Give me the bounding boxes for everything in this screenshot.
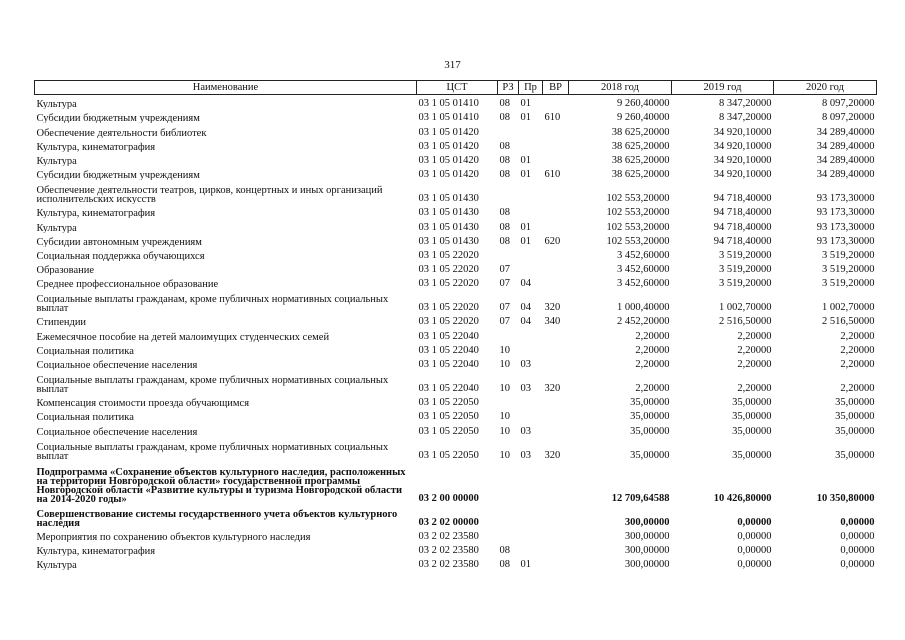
cell-name: Культура, кинематография xyxy=(36,141,156,152)
cell-name: Социальная политика xyxy=(36,412,134,423)
cell-2019: 94 718,40000 xyxy=(713,207,772,219)
cell-2020: 0,00000 xyxy=(840,516,875,528)
cell-2019: 35,00000 xyxy=(732,425,772,437)
cell-cst: 03 1 05 01430 xyxy=(418,221,479,233)
cell-name: Субсидии бюджетным учреждениям xyxy=(36,170,200,181)
cell-cst: 03 1 05 22040 xyxy=(418,383,479,394)
cell-2019: 1 002,70000 xyxy=(719,302,772,314)
cell-2020: 93 173,30000 xyxy=(816,235,875,247)
cell-pr: 01 xyxy=(520,98,531,110)
cell-pr xyxy=(519,247,543,261)
cell-pr: 03 xyxy=(520,383,531,394)
cell-2020: 35,00000 xyxy=(835,449,875,461)
cell-vr xyxy=(543,542,569,556)
table-row xyxy=(35,204,877,218)
cell-2018: 2,20000 xyxy=(635,383,670,394)
cell-name: Культура, кинематография xyxy=(36,208,156,219)
cell-vr xyxy=(543,218,569,232)
header-name: Наименование xyxy=(35,81,417,95)
cell-pr: 04 xyxy=(520,278,531,290)
cell-vr xyxy=(543,95,569,110)
cell-rz xyxy=(498,180,519,204)
cell-2019: 2,20000 xyxy=(737,383,772,394)
cell-2019: 0,00000 xyxy=(737,559,772,571)
cell-2019: 2,20000 xyxy=(737,359,772,370)
cell-vr: 320 xyxy=(544,449,561,461)
cell-name: Подпрограмма «Сохранение объектов культурного наследия, расположенных на территории Новгородской области» государственной программы Новгородской области «Развитие культуры и туризма Новгородской области на 2014-2020 годы» xyxy=(36,466,406,504)
cell-cst: 03 1 05 22040 xyxy=(418,330,479,342)
cell-2018: 35,00000 xyxy=(630,449,670,461)
cell-vr: 340 xyxy=(544,316,561,328)
cell-2019: 2 516,50000 xyxy=(719,316,772,328)
cell-pr xyxy=(519,542,543,556)
cell-pr: 01 xyxy=(520,559,531,571)
cell-pr xyxy=(519,204,543,218)
cell-2019: 2,20000 xyxy=(737,344,772,356)
cell-vr xyxy=(543,275,569,289)
cell-pr xyxy=(519,394,543,408)
cell-2020: 2,20000 xyxy=(840,383,875,394)
cell-name: Социальное обеспечение населения xyxy=(36,360,198,370)
table-row xyxy=(35,95,877,110)
cell-2019: 35,00000 xyxy=(732,397,772,409)
cell-rz: 08 xyxy=(499,544,510,556)
table-row xyxy=(35,261,877,275)
cell-name: Ежемесячное пособие на детей малоимущих студенческих семей xyxy=(36,331,330,342)
header-rz: РЗ xyxy=(498,81,519,95)
cell-2020: 93 173,30000 xyxy=(816,221,875,233)
table-row-section xyxy=(35,504,877,528)
cell-2020: 3 519,20000 xyxy=(822,278,875,290)
cell-2020: 0,00000 xyxy=(840,559,875,571)
cell-2018: 2,20000 xyxy=(635,344,670,356)
cell-pr: 01 xyxy=(520,169,531,181)
table-row xyxy=(35,528,877,542)
cell-2020: 34 289,40000 xyxy=(816,126,875,138)
cell-rz: 10 xyxy=(499,344,510,356)
cell-name: Совершенствование системы государственного учета объектов культурного наследия xyxy=(36,508,398,528)
cell-2018: 9 260,40000 xyxy=(617,98,670,110)
cell-2018: 38 625,20000 xyxy=(611,126,670,138)
cell-name: Социальные выплаты гражданам, кроме публичных нормативных социальных выплат xyxy=(36,294,389,314)
cell-2020: 8 097,20000 xyxy=(822,112,875,124)
cell-pr: 04 xyxy=(520,302,531,314)
cell-2018: 102 553,20000 xyxy=(606,207,670,219)
cell-cst: 03 2 02 23580 xyxy=(418,530,479,542)
cell-vr xyxy=(543,152,569,166)
cell-name: Социальная политика xyxy=(36,345,134,356)
cell-cst: 03 1 05 22050 xyxy=(418,449,479,461)
cell-name: Компенсация стоимости проезда обучающимся xyxy=(36,398,250,409)
cell-rz: 08 xyxy=(499,221,510,233)
cell-2018: 300,00000 xyxy=(624,530,670,542)
cell-2018: 102 553,20000 xyxy=(606,235,670,247)
cell-2018: 12 709,64588 xyxy=(611,492,670,504)
cell-cst: 03 1 05 01410 xyxy=(418,112,479,124)
cell-cst: 03 1 05 22040 xyxy=(418,344,479,356)
cell-name: Мероприятия по сохранению объектов культурного наследия xyxy=(36,531,311,542)
cell-2020: 3 519,20000 xyxy=(822,249,875,261)
cell-2019: 94 718,40000 xyxy=(713,193,772,205)
header-vr: ВР xyxy=(543,81,569,95)
cell-name: Социальные выплаты гражданам, кроме публичных нормативных социальных выплат xyxy=(36,441,389,461)
cell-cst: 03 1 05 01420 xyxy=(418,140,479,152)
cell-2020: 0,00000 xyxy=(840,544,875,556)
cell-pr xyxy=(519,504,543,528)
cell-vr xyxy=(543,394,569,408)
cell-cst: 03 1 05 22050 xyxy=(418,411,479,423)
cell-2019: 34 920,10000 xyxy=(713,140,772,152)
cell-name: Социальное обеспечение населения xyxy=(36,426,198,437)
cell-2018: 2,20000 xyxy=(635,359,670,370)
cell-rz: 10 xyxy=(499,411,510,423)
cell-2020: 8 097,20000 xyxy=(822,98,875,110)
cell-cst: 03 1 05 01420 xyxy=(418,169,479,181)
cell-2019: 35,00000 xyxy=(732,449,772,461)
cell-pr xyxy=(519,138,543,152)
cell-2020: 2,20000 xyxy=(840,344,875,356)
cell-vr xyxy=(543,123,569,137)
cell-2019: 3 519,20000 xyxy=(719,264,772,276)
cell-pr: 01 xyxy=(520,154,531,166)
cell-name: Культура xyxy=(36,99,77,110)
cell-2018: 300,00000 xyxy=(624,544,670,556)
table-row xyxy=(35,275,877,289)
cell-rz: 08 xyxy=(499,98,510,110)
cell-vr xyxy=(543,528,569,542)
cell-rz xyxy=(498,394,519,408)
cell-2019: 94 718,40000 xyxy=(713,221,772,233)
cell-name: Социальная поддержка обучающихся xyxy=(36,250,205,261)
table-row-subprogram xyxy=(35,461,877,504)
cell-pr: 03 xyxy=(520,425,531,437)
table-row xyxy=(35,408,877,422)
cell-rz: 10 xyxy=(499,449,510,461)
cell-rz: 07 xyxy=(499,278,510,290)
table-row xyxy=(35,180,877,204)
cell-vr xyxy=(543,356,569,370)
cell-name: Культура xyxy=(36,155,77,166)
cell-vr: 320 xyxy=(544,302,561,314)
cell-cst: 03 2 02 23580 xyxy=(418,544,479,556)
cell-vr xyxy=(543,138,569,152)
page-number: 317 xyxy=(444,59,461,71)
cell-rz: 08 xyxy=(499,559,510,571)
cell-2019: 8 347,20000 xyxy=(719,112,772,124)
table-row xyxy=(35,542,877,556)
cell-vr xyxy=(543,408,569,422)
cell-rz: 07 xyxy=(499,264,510,276)
cell-2020: 2 516,50000 xyxy=(822,316,875,328)
cell-rz: 08 xyxy=(499,169,510,181)
table-row xyxy=(35,313,877,327)
cell-cst: 03 1 05 01410 xyxy=(418,98,479,110)
table-row xyxy=(35,342,877,356)
table-row xyxy=(35,394,877,408)
cell-2020: 10 350,80000 xyxy=(816,492,875,504)
table-row xyxy=(35,247,877,261)
cell-name: Социальные выплаты гражданам, кроме публичных нормативных социальных выплат xyxy=(36,375,389,394)
table-row xyxy=(35,356,877,370)
cell-2019: 8 347,20000 xyxy=(719,98,772,110)
table-row xyxy=(35,166,877,180)
budget-table xyxy=(34,80,877,570)
cell-2020: 35,00000 xyxy=(835,397,875,409)
cell-vr xyxy=(543,180,569,204)
cell-name: Культура xyxy=(36,222,77,233)
cell-rz: 10 xyxy=(499,383,510,394)
cell-cst: 03 1 05 01420 xyxy=(418,154,479,166)
cell-rz: 10 xyxy=(499,425,510,437)
cell-name: Среднее профессиональное образование xyxy=(36,279,219,290)
cell-2019: 34 920,10000 xyxy=(713,169,772,181)
cell-cst: 03 2 02 23580 xyxy=(418,559,479,571)
cell-2020: 1 002,70000 xyxy=(822,302,875,314)
cell-vr xyxy=(543,204,569,218)
cell-pr: 04 xyxy=(520,316,531,328)
cell-name: Обеспечение деятельности театров, цирков, концертных и иных организаций исполнительских искусств xyxy=(36,185,383,205)
cell-rz xyxy=(498,528,519,542)
cell-2018: 102 553,20000 xyxy=(606,221,670,233)
cell-cst: 03 2 00 00000 xyxy=(418,492,479,504)
cell-2019: 34 920,10000 xyxy=(713,126,772,138)
cell-vr xyxy=(543,504,569,528)
cell-2018: 38 625,20000 xyxy=(611,140,670,152)
cell-cst: 03 1 05 22020 xyxy=(418,316,479,328)
table-row xyxy=(35,370,877,394)
cell-2018: 1 000,40000 xyxy=(617,302,670,314)
cell-2019: 3 519,20000 xyxy=(719,249,772,261)
cell-2018: 3 452,60000 xyxy=(617,264,670,276)
cell-rz xyxy=(498,123,519,137)
cell-2018: 38 625,20000 xyxy=(611,169,670,181)
cell-2019: 10 426,80000 xyxy=(713,492,772,504)
cell-vr: 610 xyxy=(544,112,561,124)
cell-name: Стипендии xyxy=(36,317,87,328)
cell-vr xyxy=(543,327,569,341)
table-row xyxy=(35,109,877,123)
cell-rz: 08 xyxy=(499,235,510,247)
cell-2020: 93 173,30000 xyxy=(816,193,875,205)
cell-rz xyxy=(498,247,519,261)
cell-rz: 10 xyxy=(499,359,510,370)
cell-cst: 03 1 05 22050 xyxy=(418,425,479,437)
cell-vr xyxy=(543,247,569,261)
cell-2019: 94 718,40000 xyxy=(713,235,772,247)
cell-pr xyxy=(519,408,543,422)
cell-pr: 03 xyxy=(520,449,531,461)
cell-rz: 08 xyxy=(499,140,510,152)
table-row xyxy=(35,123,877,137)
table-row xyxy=(35,327,877,341)
cell-pr xyxy=(519,342,543,356)
cell-2020: 34 289,40000 xyxy=(816,169,875,181)
table-row xyxy=(35,218,877,232)
cell-pr: 03 xyxy=(520,359,531,370)
cell-rz: 08 xyxy=(499,112,510,124)
cell-rz xyxy=(498,504,519,528)
cell-cst: 03 1 05 22020 xyxy=(418,264,479,276)
cell-2018: 300,00000 xyxy=(624,516,670,528)
cell-name: Обеспечение деятельности библиотек xyxy=(36,127,207,138)
cell-2018: 9 260,40000 xyxy=(617,112,670,124)
cell-cst: 03 1 05 01430 xyxy=(418,207,479,219)
cell-pr xyxy=(519,261,543,275)
cell-pr: 01 xyxy=(520,221,531,233)
header-2019: 2019 год xyxy=(672,81,774,95)
cell-vr xyxy=(543,261,569,275)
cell-name: Культура xyxy=(36,560,77,571)
cell-pr: 01 xyxy=(520,112,531,124)
cell-2020: 93 173,30000 xyxy=(816,207,875,219)
table-row xyxy=(35,437,877,461)
cell-2019: 2,20000 xyxy=(737,330,772,342)
cell-2019: 35,00000 xyxy=(732,411,772,423)
cell-2020: 0,00000 xyxy=(840,530,875,542)
cell-2018: 38 625,20000 xyxy=(611,154,670,166)
cell-vr xyxy=(543,342,569,356)
cell-rz: 08 xyxy=(499,207,510,219)
cell-vr: 620 xyxy=(544,235,561,247)
cell-vr xyxy=(543,556,569,570)
table-row xyxy=(35,233,877,247)
cell-vr: 320 xyxy=(544,383,561,394)
cell-cst: 03 1 05 22020 xyxy=(418,302,479,314)
cell-cst: 03 1 05 22040 xyxy=(418,359,479,370)
cell-2018: 300,00000 xyxy=(624,559,670,571)
cell-rz: 07 xyxy=(499,302,510,314)
cell-pr xyxy=(519,123,543,137)
cell-2020: 35,00000 xyxy=(835,425,875,437)
table-row xyxy=(35,289,877,313)
table-row xyxy=(35,152,877,166)
cell-2019: 0,00000 xyxy=(737,516,772,528)
cell-pr xyxy=(519,461,543,504)
cell-rz xyxy=(498,461,519,504)
cell-cst: 03 2 02 00000 xyxy=(418,516,479,528)
cell-cst: 03 1 05 01430 xyxy=(418,193,479,205)
cell-2018: 102 553,20000 xyxy=(606,193,670,205)
cell-2020: 3 519,20000 xyxy=(822,264,875,276)
header-pr: Пр xyxy=(519,81,543,95)
cell-2018: 2 452,20000 xyxy=(617,316,670,328)
cell-2020: 34 289,40000 xyxy=(816,154,875,166)
cell-2018: 3 452,60000 xyxy=(617,249,670,261)
cell-name: Субсидии бюджетным учреждениям xyxy=(36,113,200,124)
cell-2019: 0,00000 xyxy=(737,544,772,556)
header-2018: 2018 год xyxy=(569,81,672,95)
cell-2020: 35,00000 xyxy=(835,411,875,423)
cell-2019: 0,00000 xyxy=(737,530,772,542)
cell-rz: 07 xyxy=(499,316,510,328)
table-header-row xyxy=(35,81,877,95)
cell-2018: 3 452,60000 xyxy=(617,278,670,290)
cell-vr xyxy=(543,422,569,436)
cell-name: Образование xyxy=(36,265,95,276)
cell-2020: 34 289,40000 xyxy=(816,140,875,152)
cell-cst: 03 1 05 01420 xyxy=(418,126,479,138)
cell-rz xyxy=(498,327,519,341)
cell-2020: 2,20000 xyxy=(840,330,875,342)
cell-2020: 2,20000 xyxy=(840,359,875,370)
cell-2018: 2,20000 xyxy=(635,330,670,342)
header-2020: 2020 год xyxy=(774,81,877,95)
cell-vr xyxy=(543,461,569,504)
cell-rz: 08 xyxy=(499,154,510,166)
cell-name: Культура, кинематография xyxy=(36,545,156,556)
cell-pr xyxy=(519,180,543,204)
cell-cst: 03 1 05 22020 xyxy=(418,278,479,290)
cell-cst: 03 1 05 22050 xyxy=(418,397,479,409)
cell-name: Субсидии автономным учреждениям xyxy=(36,236,202,247)
cell-cst: 03 1 05 22020 xyxy=(418,249,479,261)
cell-cst: 03 1 05 01430 xyxy=(418,235,479,247)
table-row xyxy=(35,422,877,436)
cell-2019: 34 920,10000 xyxy=(713,154,772,166)
table-row xyxy=(35,556,877,570)
cell-2019: 3 519,20000 xyxy=(719,278,772,290)
cell-2018: 35,00000 xyxy=(630,411,670,423)
cell-pr xyxy=(519,528,543,542)
cell-pr: 01 xyxy=(520,235,531,247)
cell-2018: 35,00000 xyxy=(630,397,670,409)
cell-pr xyxy=(519,327,543,341)
table-row xyxy=(35,138,877,152)
header-cst: ЦСТ xyxy=(417,81,498,95)
cell-2018: 35,00000 xyxy=(630,425,670,437)
cell-vr: 610 xyxy=(544,169,561,181)
